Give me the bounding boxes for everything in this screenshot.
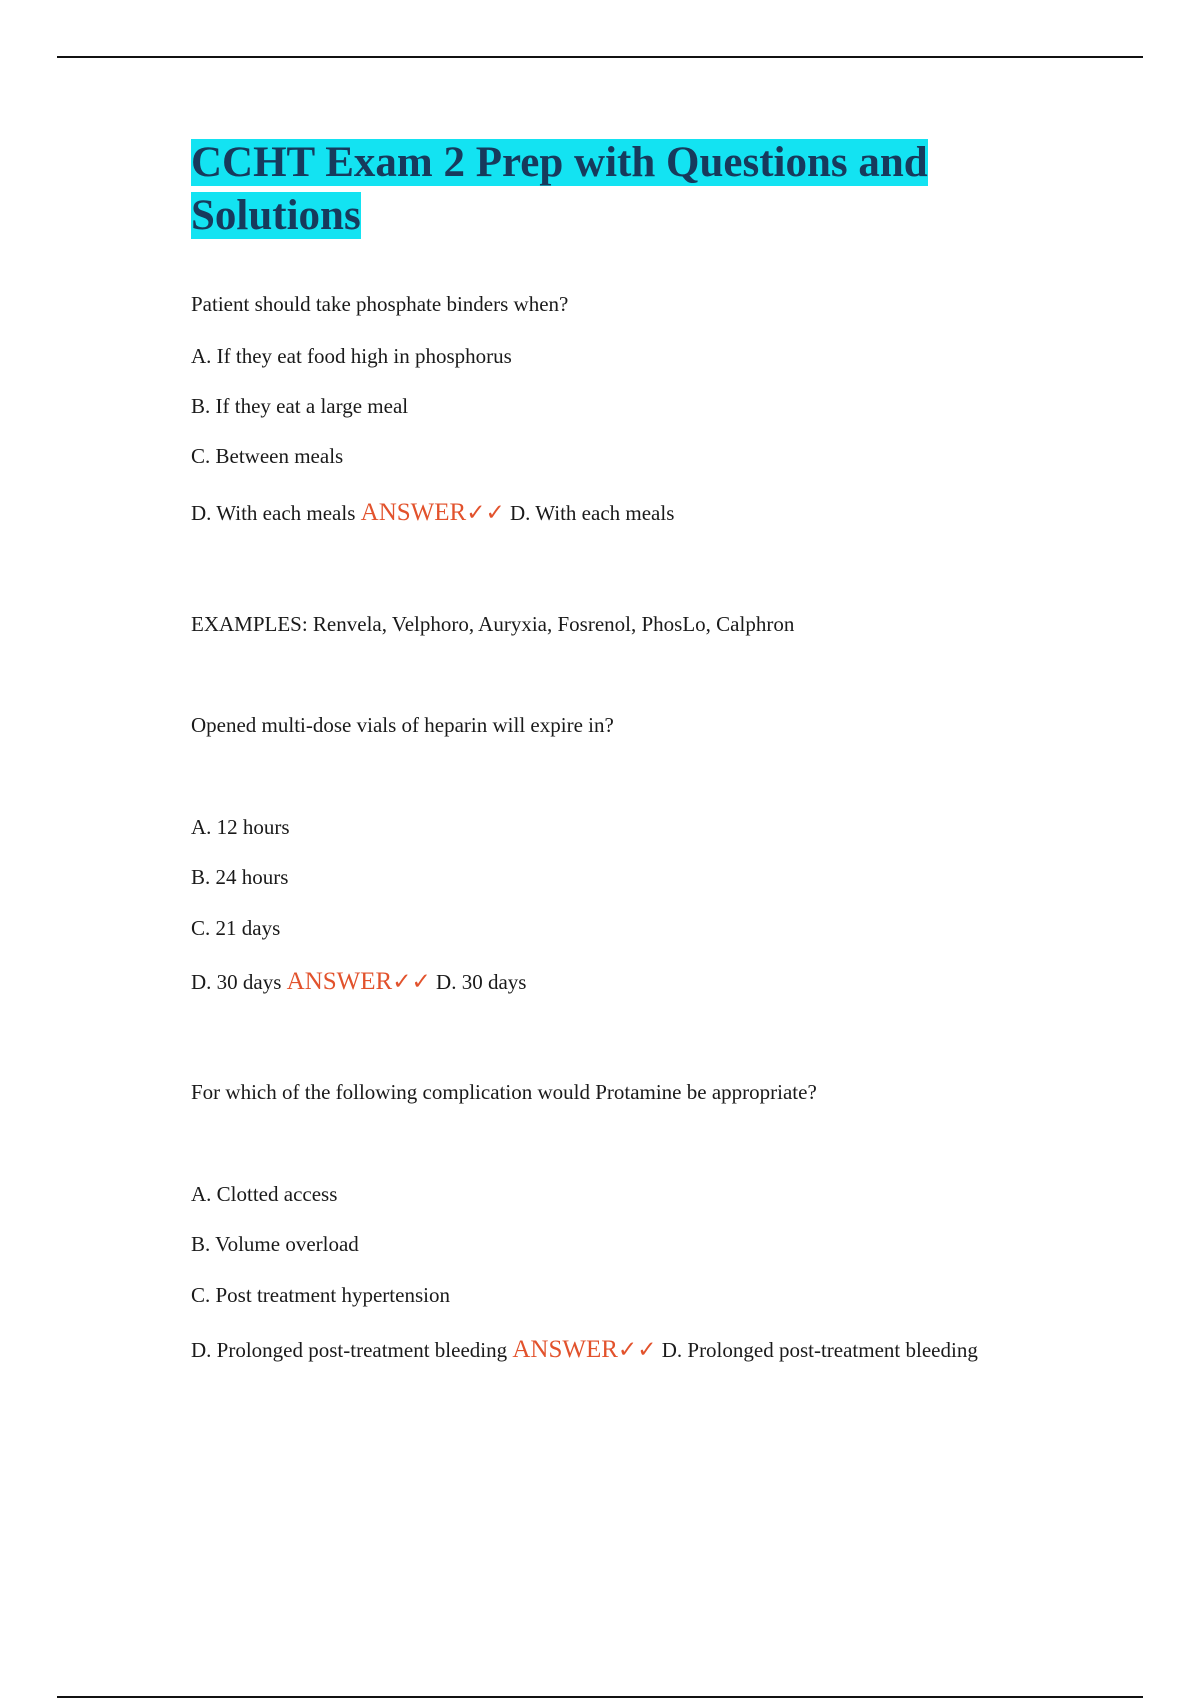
check-mark-icon: ✓✓ (617, 1337, 657, 1362)
title-text: CCHT Exam 2 Prep with Questions and Solutions (191, 139, 928, 239)
document-body (191, 136, 1091, 242)
question-1-option-c: C. Between meals (191, 444, 344, 468)
question-3-option-d: D. Prolonged post-treatment bleeding (191, 1338, 508, 1362)
question-1-note: EXAMPLES: Renvela, Velphoro, Auryxia, Fosrenol, PhosLo, Calphron (191, 612, 795, 636)
question-2-prompt: Opened multi-dose vials of heparin will expire in? (191, 713, 614, 737)
question-3-prompt: For which of the following complication would Protamine be appropriate? (191, 1080, 817, 1104)
question-1-answer-row (191, 499, 674, 527)
bottom-rule (57, 1696, 1143, 1698)
question-3-option-a: A. Clotted access (191, 1182, 338, 1206)
question-1-option-b: B. If they eat a large meal (191, 394, 409, 418)
question-1-option-d: D. With each meals (191, 501, 356, 525)
question-2-option-a: A. 12 hours (191, 815, 290, 839)
question-2-answer: D. 30 days (436, 970, 527, 994)
answer-label: ANSWER (512, 1336, 618, 1363)
answer-label: ANSWER (286, 968, 393, 995)
page-title (191, 136, 981, 242)
question-1-option-a: A. If they eat food high in phosphorus (191, 344, 512, 368)
check-mark-icon: ✓✓ (466, 500, 505, 525)
question-3-option-c: C. Post treatment hypertension (191, 1283, 450, 1307)
question-3-answer: D. Prolonged post-treatment bleeding (661, 1338, 978, 1362)
answer-label: ANSWER (360, 499, 467, 526)
question-2-option-d: D. 30 days (191, 970, 282, 994)
question-3-option-b: B. Volume overload (191, 1232, 359, 1256)
question-3-answer-row (191, 1336, 978, 1364)
question-2-option-b: B. 24 hours (191, 865, 289, 889)
question-1-answer: D. With each meals (510, 501, 675, 525)
question-1-prompt: Patient should take phosphate binders when? (191, 292, 569, 316)
question-2-answer-row (191, 968, 526, 996)
question-2-option-c: C. 21 days (191, 916, 281, 940)
check-mark-icon: ✓✓ (392, 969, 431, 994)
top-rule (57, 56, 1143, 58)
